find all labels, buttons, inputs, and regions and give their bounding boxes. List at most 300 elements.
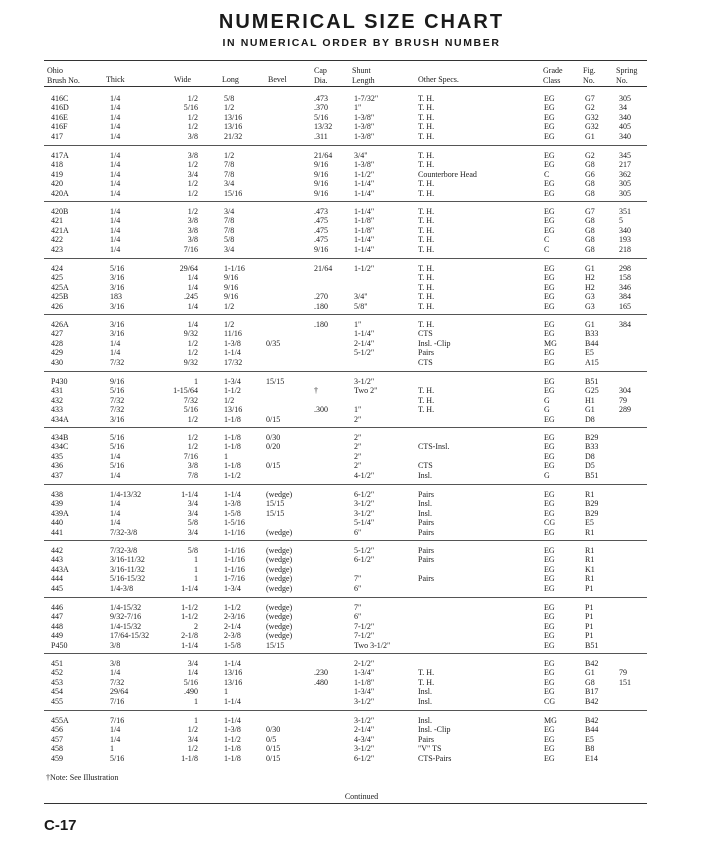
cell-thick: 1/4: [110, 508, 121, 518]
cell-grade: EG: [544, 612, 555, 622]
cell-long: 9/16: [224, 282, 239, 292]
cell-wide: 1-1/2: [181, 612, 198, 622]
table-row: [0, 555, 723, 564]
cell-thick: 1/4: [110, 151, 121, 160]
cell-shunt: 2-1/4": [354, 338, 375, 348]
cell-brush: 422: [51, 235, 63, 245]
cell-bevel: 0/5: [266, 734, 277, 744]
cell-brush: 437: [51, 470, 63, 480]
cell-long: 1-3/8: [224, 499, 241, 509]
cell-fig: R1: [585, 490, 595, 499]
cell-thick: 1/4-15/32: [110, 621, 142, 631]
cell-brush: 419: [51, 169, 63, 179]
cell-fig: H2: [585, 282, 595, 292]
cell-long: 1-5/8: [224, 508, 241, 518]
cell-other: Pairs: [418, 734, 434, 744]
cell-fig: P1: [585, 603, 594, 612]
cell-fig: G8: [585, 160, 595, 170]
cell-thick: 3/16: [110, 320, 125, 329]
cell-grade: EG: [544, 499, 555, 509]
cell-thick: 1/4: [110, 725, 121, 735]
cell-brush: 439: [51, 499, 63, 509]
cell-fig: G1: [585, 264, 595, 273]
cell-grade: EG: [544, 734, 555, 744]
cell-thick: 7/32: [110, 677, 125, 687]
cell-grade: G: [544, 395, 550, 405]
table-row: [0, 687, 723, 696]
cell-long: 7/8: [224, 169, 235, 179]
cell-other: T. H.: [418, 207, 435, 216]
table-row: [0, 264, 723, 273]
cell-other: T. H.: [418, 282, 435, 292]
cell-wide: 1/2: [187, 442, 198, 452]
table-row: [0, 574, 723, 583]
cell-brush: 434A: [51, 414, 69, 424]
cell-thick: 1/4: [110, 179, 121, 189]
cell-wide: 7/16: [183, 244, 198, 254]
cell-cap: 9/16: [314, 169, 329, 179]
cell-cap: 9/16: [314, 244, 329, 254]
cell-grade: EG: [544, 451, 555, 461]
cell-cap: 21/64: [314, 264, 333, 273]
cell-spring: 384: [619, 320, 631, 329]
cell-cap: .311: [314, 131, 328, 141]
cell-brush: 425: [51, 273, 63, 283]
cell-brush: 416C: [51, 94, 69, 103]
cell-brush: 442: [51, 546, 63, 555]
cell-cap: 9/16: [314, 188, 329, 198]
cell-long: 1-1/8: [224, 414, 241, 424]
cell-fig: R1: [585, 574, 595, 584]
cell-wide: 1/2: [187, 112, 198, 122]
cell-brush: 443: [51, 555, 63, 565]
cell-other: Insl.: [418, 508, 432, 518]
cell-wide: 9/32: [183, 329, 198, 339]
table-row: [0, 641, 723, 650]
cell-spring: 158: [619, 273, 631, 283]
cell-shunt: 3-1/2": [354, 508, 375, 518]
cell-wide: 1/2: [187, 207, 198, 216]
cell-grade: EG: [544, 207, 555, 216]
table-row: [0, 405, 723, 414]
table-row: [0, 433, 723, 442]
cell-wide: 3/4: [187, 734, 198, 744]
table-row: [0, 302, 723, 311]
cell-cap: .475: [314, 216, 328, 226]
cell-fig: E5: [585, 348, 594, 358]
cell-shunt: 1-1/2": [354, 169, 375, 179]
cell-brush: 459: [51, 753, 63, 763]
cell-wide: 3/8: [187, 216, 198, 226]
cell-long: 7/8: [224, 216, 235, 226]
cell-shunt: 2": [354, 461, 362, 471]
table-row: [0, 735, 723, 744]
cell-brush: 427: [51, 329, 63, 339]
cell-wide: 1-1/4: [181, 640, 198, 650]
cell-grade: EG: [544, 490, 555, 499]
cell-shunt: 4-1/2": [354, 470, 375, 480]
cell-thick: 3/16: [110, 273, 125, 283]
cell-bevel: (wedge): [266, 555, 293, 565]
cell-long: 1-1/2: [224, 470, 241, 480]
cell-other: Insl. -Clip: [418, 725, 451, 735]
cell-spring: 34: [619, 103, 627, 113]
cell-fig: G32: [585, 122, 599, 132]
table-row: [0, 235, 723, 244]
cell-brush: 445: [51, 583, 63, 593]
cell-cap: 9/16: [314, 179, 329, 189]
table-row: [0, 668, 723, 677]
cell-thick: 9/32-7/16: [110, 612, 142, 622]
table-row: [0, 490, 723, 499]
table-row: [0, 132, 723, 141]
table-row: [0, 509, 723, 518]
cell-other: Pairs: [418, 546, 434, 555]
table-row: [0, 339, 723, 348]
cell-thick: 1/4: [110, 169, 121, 179]
cell-brush: 440: [51, 518, 63, 528]
cell-long: 1-1/2: [224, 603, 241, 612]
table-row: [0, 565, 723, 574]
cell-cap: .300: [314, 405, 328, 415]
cell-other: T. H.: [418, 273, 435, 283]
cell-shunt: 1-3/8": [354, 112, 375, 122]
cell-brush: 452: [51, 668, 63, 678]
cell-fig: R1: [585, 546, 595, 555]
cell-thick: 1: [110, 744, 114, 754]
table-row: [0, 103, 723, 112]
cell-wide: 1/4: [187, 668, 198, 678]
cell-shunt: 1-1/4": [354, 244, 375, 254]
cell-wide: 1: [194, 716, 198, 725]
cell-grade: EG: [544, 386, 555, 396]
cell-fig: G2: [585, 103, 595, 113]
col-header-other: Other Specs.: [418, 75, 459, 84]
cell-cap: .473: [314, 207, 328, 216]
cell-wide: 1/4: [187, 273, 198, 283]
group-separator: [44, 484, 647, 485]
cell-fig: B42: [585, 696, 599, 706]
page-subtitle: IN NUMERICAL ORDER BY BRUSH NUMBER: [222, 37, 501, 49]
cell-fig: D8: [585, 451, 595, 461]
cell-brush: 434C: [51, 442, 69, 452]
cell-long: 1-1/8: [224, 461, 241, 471]
cell-wide: 3/8: [187, 131, 198, 141]
cell-other: T. H.: [418, 216, 435, 226]
cell-cap: .475: [314, 225, 328, 235]
cell-long: 1-1/4: [224, 659, 241, 668]
cell-bevel: 0/15: [266, 414, 281, 424]
cell-shunt: 1-1/8": [354, 216, 375, 226]
cell-shunt: 3-1/2": [354, 716, 375, 725]
table-row: [0, 320, 723, 329]
cell-wide: 2-1/8: [181, 631, 198, 641]
cell-thick: 5/16-15/32: [110, 574, 146, 584]
cell-thick: 5/16: [110, 386, 125, 396]
table-row: [0, 170, 723, 179]
cell-thick: 1/4: [110, 668, 121, 678]
cell-long: 1-1/2: [224, 734, 241, 744]
cell-fig: B33: [585, 442, 599, 452]
cell-shunt: 1": [354, 405, 362, 415]
cell-grade: EG: [544, 160, 555, 170]
cell-thick: 7/32: [110, 357, 125, 367]
cell-bevel: (wedge): [266, 490, 293, 499]
cell-grade: EG: [544, 659, 555, 668]
cell-grade: EG: [544, 216, 555, 226]
cell-wide: 1/2: [187, 348, 198, 358]
cell-grade: EG: [544, 668, 555, 678]
cell-shunt: 2": [354, 433, 362, 442]
col-header-long: Long: [222, 75, 239, 84]
cell-other: T. H.: [418, 103, 435, 113]
cell-thick: 1/4-15/32: [110, 603, 142, 612]
cell-long: 1-5/8: [224, 640, 241, 650]
cell-thick: 1/4: [110, 470, 121, 480]
cell-shunt: 6-1/2": [354, 555, 375, 565]
cell-shunt: Two 2": [354, 386, 378, 396]
cell-thick: 3/8: [110, 640, 121, 650]
cell-shunt: 7": [354, 603, 362, 612]
cell-shunt: 6-1/2": [354, 490, 375, 499]
cell-spring: 79: [619, 395, 627, 405]
cell-fig: P1: [585, 612, 594, 622]
cell-fig: G8: [585, 235, 595, 245]
cell-brush: 416E: [51, 112, 68, 122]
cell-other: T. H.: [418, 264, 435, 273]
cell-thick: 1/4-13/32: [110, 490, 142, 499]
cell-other: T. H.: [418, 179, 435, 189]
cell-grade: EG: [544, 273, 555, 283]
cell-long: 1: [224, 687, 228, 697]
cell-other: Insl.: [418, 499, 432, 509]
cell-brush: 451: [51, 659, 63, 668]
cell-long: 1-5/16: [224, 518, 245, 528]
cell-fig: G1: [585, 668, 595, 678]
cell-wide: 1/2: [187, 122, 198, 132]
cell-shunt: 1-3/4": [354, 668, 375, 678]
table-row: [0, 226, 723, 235]
table-row: [0, 452, 723, 461]
cell-other: Pairs: [418, 555, 434, 565]
cell-brush: 428: [51, 338, 63, 348]
cell-long: 1-1/16: [224, 546, 245, 555]
cell-brush: 434B: [51, 433, 69, 442]
table-row: [0, 396, 723, 405]
cell-brush: 436: [51, 461, 63, 471]
cell-thick: 1/4: [110, 518, 121, 528]
cell-grade: EG: [544, 442, 555, 452]
header-rule: [44, 86, 647, 87]
cell-brush: 444: [51, 574, 63, 584]
cell-brush: 416F: [51, 122, 68, 132]
cell-wide: 3/4: [187, 527, 198, 537]
cell-grade: EG: [544, 292, 555, 302]
cell-long: 1-1/8: [224, 753, 241, 763]
cell-brush: 433: [51, 405, 63, 415]
cell-long: 1-3/4: [224, 377, 241, 386]
cell-shunt: 5-1/2": [354, 546, 375, 555]
cell-shunt: 5-1/2": [354, 348, 375, 358]
cell-other: T. H.: [418, 386, 435, 396]
cell-long: 1: [224, 451, 228, 461]
cell-wide: 1/4: [187, 282, 198, 292]
cell-grade: C: [544, 169, 550, 179]
cell-cap: .370: [314, 103, 328, 113]
cell-thick: 1/4: [110, 225, 121, 235]
col-header-thick: Thick: [106, 75, 125, 84]
cell-shunt: 3-1/2": [354, 696, 375, 706]
top-rule: [44, 60, 647, 61]
cell-shunt: 2": [354, 414, 362, 424]
cell-shunt: 1-1/4": [354, 329, 375, 339]
cell-brush: 420: [51, 179, 63, 189]
table-row: [0, 329, 723, 338]
table-row: [0, 245, 723, 254]
cell-spring: 304: [619, 386, 631, 396]
cell-fig: K1: [585, 564, 595, 574]
cell-wide: 5/8: [187, 518, 198, 528]
cell-cap: .230: [314, 668, 328, 678]
cell-other: T. H.: [418, 94, 435, 103]
table-row: [0, 499, 723, 508]
cell-thick: 3/16: [110, 282, 125, 292]
cell-shunt: 7-1/2": [354, 631, 375, 641]
cell-brush: 458: [51, 744, 63, 754]
cell-long: 13/16: [224, 112, 243, 122]
cell-fig: R1: [585, 555, 595, 565]
cell-other: T. H.: [418, 235, 435, 245]
cell-shunt: 1-3/4": [354, 687, 375, 697]
cell-thick: 7/16: [110, 716, 125, 725]
cell-wide: 3/4: [187, 169, 198, 179]
cell-wide: 7/8: [187, 470, 198, 480]
cell-shunt: 3/4": [354, 292, 368, 302]
cell-brush: 421A: [51, 225, 69, 235]
cell-cap: 13/32: [314, 122, 333, 132]
cell-wide: 1-1/2: [181, 603, 198, 612]
cell-fig: G7: [585, 94, 595, 103]
cell-cap: 5/16: [314, 112, 329, 122]
cell-fig: G1: [585, 320, 595, 329]
cell-wide: 3/4: [187, 499, 198, 509]
cell-long: 7/8: [224, 160, 235, 170]
cell-fig: B17: [585, 687, 599, 697]
cell-shunt: 2-1/2": [354, 659, 375, 668]
cell-shunt: 2": [354, 442, 362, 452]
cell-thick: 1/4: [110, 160, 121, 170]
table-row: [0, 471, 723, 480]
cell-wide: 5/16: [183, 103, 198, 113]
cell-grade: EG: [544, 631, 555, 641]
cell-grade: EG: [544, 329, 555, 339]
cell-grade: EG: [544, 414, 555, 424]
cell-brush: 420A: [51, 188, 69, 198]
cell-other: CTS: [418, 329, 433, 339]
cell-other: T. H.: [418, 244, 435, 254]
cell-brush: 430: [51, 357, 63, 367]
cell-other: Counterbore Head: [418, 169, 477, 179]
table-row: [0, 348, 723, 357]
cell-fig: B51: [585, 377, 599, 386]
cell-thick: 7/16: [110, 696, 125, 706]
cell-long: 1-1/8: [224, 433, 241, 442]
cell-fig: G1: [585, 131, 595, 141]
group-separator: [44, 653, 647, 654]
cell-shunt: 3-1/2": [354, 499, 375, 509]
cell-bevel: 0/35: [266, 338, 281, 348]
cell-brush: 420B: [51, 207, 69, 216]
cell-brush: 426: [51, 301, 63, 311]
cell-fig: G3: [585, 292, 595, 302]
cell-fig: B29: [585, 508, 599, 518]
cell-wide: 1: [194, 696, 198, 706]
cell-thick: 17/64-15/32: [110, 631, 150, 641]
cell-grade: EG: [544, 131, 555, 141]
cell-grade: EG: [544, 264, 555, 273]
bottom-rule: [44, 803, 647, 804]
cell-spring: 218: [619, 244, 631, 254]
cell-grade: EG: [544, 687, 555, 697]
cell-wide: .490: [184, 687, 198, 697]
cell-other: T. H.: [418, 677, 435, 687]
cell-brush: 425B: [51, 292, 69, 302]
table-row: [0, 518, 723, 527]
cell-wide: 29/64: [179, 264, 198, 273]
cell-long: 13/16: [224, 668, 243, 678]
cell-other: T. H.: [418, 151, 435, 160]
cell-spring: 384: [619, 292, 631, 302]
cell-other: T. H.: [418, 131, 435, 141]
cell-long: 3/4: [224, 244, 235, 254]
cell-long: 2-1/4: [224, 621, 241, 631]
cell-bevel: 15/15: [266, 508, 285, 518]
cell-grade: EG: [544, 188, 555, 198]
cell-fig: B42: [585, 716, 599, 725]
cell-shunt: 6": [354, 612, 362, 622]
cell-long: 1-1/4: [224, 348, 241, 358]
cell-spring: 346: [619, 282, 631, 292]
cell-long: 1/2: [224, 395, 235, 405]
table-row: [0, 179, 723, 188]
cell-fig: B51: [585, 640, 599, 650]
cell-brush: 429: [51, 348, 63, 358]
cell-other: T. H.: [418, 301, 435, 311]
cell-other: T. H.: [418, 112, 435, 122]
cell-fig: G3: [585, 301, 595, 311]
cell-thick: 183: [110, 292, 122, 302]
table-row: [0, 612, 723, 621]
cell-fig: G7: [585, 207, 595, 216]
cell-wide: 1: [194, 564, 198, 574]
cell-shunt: 1-3/8": [354, 131, 375, 141]
cell-long: 15/16: [224, 188, 243, 198]
cell-fig: B8: [585, 744, 595, 754]
table-row: [0, 754, 723, 763]
cell-shunt: 4-3/4": [354, 734, 375, 744]
cell-bevel: (wedge): [266, 631, 293, 641]
cell-cap: .180: [314, 301, 328, 311]
cell-shunt: 1-7/32": [354, 94, 379, 103]
cell-long: 1-1/16: [224, 555, 245, 565]
cell-brush: 455: [51, 696, 63, 706]
cell-brush: 441: [51, 527, 63, 537]
cell-long: 9/16: [224, 273, 239, 283]
cell-fig: H2: [585, 273, 595, 283]
cell-long: 3/4: [224, 179, 235, 189]
cell-fig: D5: [585, 461, 595, 471]
group-separator: [44, 201, 647, 202]
